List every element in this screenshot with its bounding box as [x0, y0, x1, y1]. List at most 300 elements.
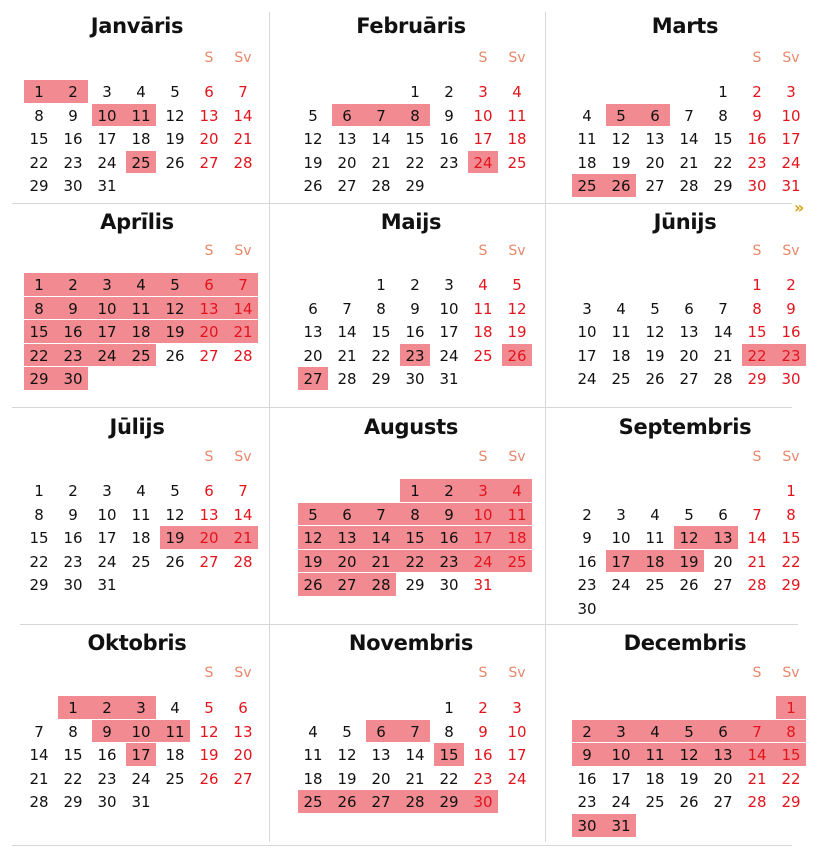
day-cell[interactable]: 1: [68, 699, 78, 717]
day-cell[interactable]: 17: [97, 529, 117, 548]
day-cell[interactable]: 19: [645, 346, 665, 365]
day-cell[interactable]: 21: [371, 552, 391, 571]
day-cell[interactable]: 10: [611, 529, 631, 548]
day-cell[interactable]: 10: [97, 106, 117, 125]
day-cell[interactable]: 6: [376, 722, 386, 741]
day-cell[interactable]: 22: [405, 153, 425, 172]
day-cell[interactable]: 17: [473, 130, 493, 149]
day-cell[interactable]: 13: [645, 130, 665, 149]
day-cell[interactable]: 2: [410, 276, 420, 294]
day-cell[interactable]: 10: [131, 722, 151, 741]
day-cell[interactable]: 28: [29, 793, 49, 812]
day-cell[interactable]: 7: [752, 722, 762, 741]
day-cell[interactable]: 20: [713, 552, 733, 571]
day-cell[interactable]: 26: [165, 552, 185, 571]
day-cell[interactable]: 26: [303, 576, 323, 595]
day-cell[interactable]: 4: [512, 83, 522, 101]
day-cell[interactable]: 12: [679, 529, 699, 548]
day-cell[interactable]: 24: [97, 153, 117, 172]
day-cell[interactable]: 24: [473, 552, 493, 571]
day-cell[interactable]: 3: [616, 505, 626, 524]
day-cell[interactable]: 18: [611, 346, 631, 365]
day-cell[interactable]: 5: [342, 722, 352, 741]
day-cell[interactable]: 15: [781, 746, 801, 765]
day-cell[interactable]: 23: [63, 552, 83, 571]
day-cell[interactable]: 25: [303, 793, 323, 812]
day-cell[interactable]: 12: [337, 746, 357, 765]
day-cell[interactable]: 31: [611, 817, 631, 835]
day-cell[interactable]: 12: [303, 130, 323, 149]
day-cell[interactable]: 8: [410, 505, 420, 524]
day-cell[interactable]: 28: [747, 576, 767, 595]
day-cell[interactable]: 29: [405, 576, 425, 595]
day-cell[interactable]: 29: [405, 177, 425, 196]
day-cell[interactable]: 24: [611, 793, 631, 812]
day-cell[interactable]: 18: [645, 552, 665, 571]
day-cell[interactable]: 4: [616, 299, 626, 318]
day-cell[interactable]: 26: [165, 346, 185, 365]
day-cell[interactable]: 7: [684, 106, 694, 125]
day-cell[interactable]: 21: [337, 346, 357, 365]
day-cell[interactable]: 5: [650, 299, 660, 318]
day-cell[interactable]: 2: [444, 83, 454, 101]
day-cell[interactable]: 9: [786, 299, 796, 318]
day-cell[interactable]: 17: [507, 746, 527, 765]
day-cell[interactable]: 6: [238, 699, 248, 717]
day-cell[interactable]: 25: [131, 153, 151, 172]
day-cell[interactable]: 19: [679, 769, 699, 788]
day-cell[interactable]: 20: [337, 552, 357, 571]
day-cell[interactable]: 18: [131, 130, 151, 149]
day-cell[interactable]: 7: [238, 83, 248, 101]
day-cell[interactable]: 1: [752, 276, 762, 294]
day-cell[interactable]: 8: [786, 722, 796, 741]
day-cell[interactable]: 9: [582, 746, 592, 765]
day-cell[interactable]: 22: [29, 552, 49, 571]
day-cell[interactable]: 8: [444, 722, 454, 741]
day-cell[interactable]: 27: [713, 793, 733, 812]
day-cell[interactable]: 11: [507, 505, 527, 524]
day-cell[interactable]: 25: [645, 793, 665, 812]
day-cell[interactable]: 23: [97, 769, 117, 788]
day-cell[interactable]: 25: [131, 346, 151, 365]
day-cell[interactable]: 6: [684, 299, 694, 318]
day-cell[interactable]: 11: [645, 746, 665, 765]
day-cell[interactable]: 31: [131, 793, 151, 812]
day-cell[interactable]: 19: [199, 746, 219, 765]
day-cell[interactable]: 11: [131, 299, 151, 318]
day-cell[interactable]: 13: [337, 529, 357, 548]
day-cell[interactable]: 29: [29, 370, 49, 389]
day-cell[interactable]: 15: [405, 529, 425, 548]
day-cell[interactable]: 30: [63, 576, 83, 595]
day-cell[interactable]: 3: [136, 699, 146, 717]
day-cell[interactable]: 27: [337, 576, 357, 595]
day-cell[interactable]: 3: [582, 299, 592, 318]
day-cell[interactable]: 2: [786, 276, 796, 294]
day-cell[interactable]: 30: [405, 370, 425, 389]
day-cell[interactable]: 17: [131, 746, 151, 765]
day-cell[interactable]: 16: [577, 769, 597, 788]
day-cell[interactable]: 7: [376, 106, 386, 125]
day-cell[interactable]: 21: [233, 323, 253, 342]
day-cell[interactable]: 28: [337, 370, 357, 389]
day-cell[interactable]: 1: [410, 482, 420, 500]
day-cell[interactable]: 9: [102, 722, 112, 741]
day-cell[interactable]: 3: [102, 83, 112, 101]
day-cell[interactable]: 13: [679, 323, 699, 342]
day-cell[interactable]: 19: [165, 529, 185, 548]
day-cell[interactable]: 23: [405, 346, 425, 365]
day-cell[interactable]: 8: [752, 299, 762, 318]
day-cell[interactable]: 6: [650, 106, 660, 125]
day-cell[interactable]: 28: [233, 153, 253, 172]
day-cell[interactable]: 31: [97, 576, 117, 595]
day-cell[interactable]: 26: [507, 346, 527, 365]
day-cell[interactable]: 6: [342, 106, 352, 125]
day-cell[interactable]: 19: [165, 323, 185, 342]
day-cell[interactable]: 10: [97, 505, 117, 524]
day-cell[interactable]: 6: [204, 83, 214, 101]
day-cell[interactable]: 2: [102, 699, 112, 717]
day-cell[interactable]: 19: [337, 769, 357, 788]
day-cell[interactable]: 24: [473, 153, 493, 172]
day-cell[interactable]: 22: [371, 346, 391, 365]
day-cell[interactable]: 16: [63, 529, 83, 548]
day-cell[interactable]: 18: [131, 529, 151, 548]
day-cell[interactable]: 11: [303, 746, 323, 765]
day-cell[interactable]: 25: [473, 346, 493, 365]
day-cell[interactable]: 10: [439, 299, 459, 318]
day-cell[interactable]: 6: [718, 505, 728, 524]
day-cell[interactable]: 21: [29, 769, 49, 788]
day-cell[interactable]: 4: [582, 106, 592, 125]
day-cell[interactable]: 11: [473, 299, 493, 318]
day-cell[interactable]: 27: [199, 346, 219, 365]
day-cell[interactable]: 16: [439, 130, 459, 149]
day-cell[interactable]: 29: [63, 793, 83, 812]
day-cell[interactable]: 3: [478, 83, 488, 101]
day-cell[interactable]: 12: [611, 130, 631, 149]
day-cell[interactable]: 24: [611, 576, 631, 595]
day-cell[interactable]: 1: [376, 276, 386, 294]
day-cell[interactable]: 14: [371, 130, 391, 149]
day-cell[interactable]: 5: [616, 106, 626, 125]
day-cell[interactable]: 14: [747, 746, 767, 765]
day-cell[interactable]: 4: [136, 276, 146, 294]
day-cell[interactable]: 6: [718, 722, 728, 741]
day-cell[interactable]: 23: [473, 769, 493, 788]
day-cell[interactable]: 11: [645, 529, 665, 548]
day-cell[interactable]: 12: [679, 746, 699, 765]
day-cell[interactable]: 9: [444, 106, 454, 125]
day-cell[interactable]: 5: [170, 276, 180, 294]
day-cell[interactable]: 7: [238, 482, 248, 500]
day-cell[interactable]: 9: [582, 529, 592, 548]
day-cell[interactable]: 7: [34, 722, 44, 741]
day-cell[interactable]: 20: [199, 529, 219, 548]
day-cell[interactable]: 4: [170, 699, 180, 717]
day-cell[interactable]: 3: [444, 276, 454, 294]
day-cell[interactable]: 31: [781, 177, 801, 196]
day-cell[interactable]: 25: [611, 370, 631, 389]
day-cell[interactable]: 28: [371, 177, 391, 196]
day-cell[interactable]: 25: [645, 576, 665, 595]
day-cell[interactable]: 3: [102, 276, 112, 294]
day-cell[interactable]: 2: [68, 276, 78, 294]
day-cell[interactable]: 22: [439, 769, 459, 788]
day-cell[interactable]: 23: [439, 552, 459, 571]
day-cell[interactable]: 4: [650, 505, 660, 524]
day-cell[interactable]: 18: [303, 769, 323, 788]
day-cell[interactable]: 28: [405, 793, 425, 812]
day-cell[interactable]: 20: [713, 769, 733, 788]
day-cell[interactable]: 16: [473, 746, 493, 765]
day-cell[interactable]: 22: [781, 552, 801, 571]
day-cell[interactable]: 8: [786, 505, 796, 524]
day-cell[interactable]: 30: [577, 817, 597, 835]
day-cell[interactable]: 21: [405, 769, 425, 788]
day-cell[interactable]: 8: [410, 106, 420, 125]
day-cell[interactable]: 15: [747, 323, 767, 342]
day-cell[interactable]: 4: [512, 482, 522, 500]
day-cell[interactable]: 16: [781, 323, 801, 342]
day-cell[interactable]: 15: [439, 746, 459, 765]
day-cell[interactable]: 1: [786, 699, 796, 717]
day-cell[interactable]: 17: [611, 769, 631, 788]
day-cell[interactable]: 19: [303, 153, 323, 172]
day-cell[interactable]: 17: [97, 323, 117, 342]
day-cell[interactable]: 15: [63, 746, 83, 765]
day-cell[interactable]: 26: [679, 576, 699, 595]
day-cell[interactable]: 13: [713, 529, 733, 548]
day-cell[interactable]: 23: [577, 793, 597, 812]
day-cell[interactable]: 21: [679, 153, 699, 172]
day-cell[interactable]: 2: [68, 83, 78, 101]
day-cell[interactable]: 27: [679, 370, 699, 389]
day-cell[interactable]: 22: [781, 769, 801, 788]
day-cell[interactable]: 28: [679, 177, 699, 196]
day-cell[interactable]: 9: [68, 106, 78, 125]
day-cell[interactable]: 19: [679, 552, 699, 571]
day-cell[interactable]: 3: [512, 699, 522, 717]
day-cell[interactable]: 15: [29, 529, 49, 548]
day-cell[interactable]: 21: [747, 769, 767, 788]
day-cell[interactable]: 4: [478, 276, 488, 294]
next-arrow-icon[interactable]: »: [794, 198, 805, 217]
day-cell[interactable]: 30: [747, 177, 767, 196]
day-cell[interactable]: 15: [371, 323, 391, 342]
day-cell[interactable]: 31: [473, 576, 493, 595]
day-cell[interactable]: 6: [308, 299, 318, 318]
day-cell[interactable]: 12: [645, 323, 665, 342]
day-cell[interactable]: 23: [63, 346, 83, 365]
day-cell[interactable]: 16: [439, 529, 459, 548]
day-cell[interactable]: 4: [136, 482, 146, 500]
day-cell[interactable]: 8: [34, 106, 44, 125]
day-cell[interactable]: 28: [233, 346, 253, 365]
day-cell[interactable]: 23: [781, 346, 801, 365]
day-cell[interactable]: 19: [611, 153, 631, 172]
day-cell[interactable]: 26: [645, 370, 665, 389]
day-cell[interactable]: 1: [410, 83, 420, 101]
day-cell[interactable]: 11: [165, 722, 185, 741]
day-cell[interactable]: 22: [29, 346, 49, 365]
day-cell[interactable]: 15: [405, 130, 425, 149]
day-cell[interactable]: 6: [342, 505, 352, 524]
day-cell[interactable]: 20: [303, 346, 323, 365]
day-cell[interactable]: 29: [29, 576, 49, 595]
day-cell[interactable]: 2: [752, 83, 762, 101]
day-cell[interactable]: 14: [233, 505, 253, 524]
day-cell[interactable]: 5: [308, 106, 318, 125]
day-cell[interactable]: 11: [611, 323, 631, 342]
day-cell[interactable]: 26: [611, 177, 631, 196]
day-cell[interactable]: 26: [199, 769, 219, 788]
day-cell[interactable]: 21: [233, 529, 253, 548]
day-cell[interactable]: 29: [371, 370, 391, 389]
day-cell[interactable]: 14: [371, 529, 391, 548]
day-cell[interactable]: 30: [97, 793, 117, 812]
day-cell[interactable]: 14: [337, 323, 357, 342]
day-cell[interactable]: 6: [204, 276, 214, 294]
day-cell[interactable]: 29: [781, 576, 801, 595]
day-cell[interactable]: 23: [439, 153, 459, 172]
day-cell[interactable]: 24: [781, 153, 801, 172]
day-cell[interactable]: 14: [713, 323, 733, 342]
day-cell[interactable]: 9: [68, 299, 78, 318]
day-cell[interactable]: 1: [34, 276, 44, 294]
day-cell[interactable]: 13: [371, 746, 391, 765]
day-cell[interactable]: 14: [233, 299, 253, 318]
day-cell[interactable]: 23: [747, 153, 767, 172]
day-cell[interactable]: 2: [582, 505, 592, 524]
day-cell[interactable]: 20: [337, 153, 357, 172]
day-cell[interactable]: 31: [439, 370, 459, 389]
day-cell[interactable]: 27: [713, 576, 733, 595]
day-cell[interactable]: 9: [478, 722, 488, 741]
day-cell[interactable]: 15: [29, 130, 49, 149]
day-cell[interactable]: 14: [679, 130, 699, 149]
day-cell[interactable]: 10: [473, 106, 493, 125]
day-cell[interactable]: 10: [97, 299, 117, 318]
day-cell[interactable]: 1: [786, 482, 796, 500]
day-cell[interactable]: 22: [747, 346, 767, 365]
day-cell[interactable]: 3: [478, 482, 488, 500]
day-cell[interactable]: 22: [63, 769, 83, 788]
day-cell[interactable]: 16: [747, 130, 767, 149]
day-cell[interactable]: 20: [679, 346, 699, 365]
day-cell[interactable]: 14: [747, 529, 767, 548]
day-cell[interactable]: 13: [199, 505, 219, 524]
day-cell[interactable]: 2: [68, 482, 78, 500]
day-cell[interactable]: 10: [473, 505, 493, 524]
day-cell[interactable]: 21: [713, 346, 733, 365]
day-cell[interactable]: 14: [233, 106, 253, 125]
day-cell[interactable]: 24: [507, 769, 527, 788]
day-cell[interactable]: 16: [97, 746, 117, 765]
day-cell[interactable]: 19: [303, 552, 323, 571]
day-cell[interactable]: 10: [577, 323, 597, 342]
day-cell[interactable]: 11: [507, 106, 527, 125]
day-cell[interactable]: 12: [303, 529, 323, 548]
day-cell[interactable]: 26: [303, 177, 323, 196]
day-cell[interactable]: 21: [747, 552, 767, 571]
day-cell[interactable]: 17: [97, 130, 117, 149]
day-cell[interactable]: 2: [478, 699, 488, 717]
day-cell[interactable]: 4: [136, 83, 146, 101]
day-cell[interactable]: 26: [165, 153, 185, 172]
day-cell[interactable]: 26: [337, 793, 357, 812]
day-cell[interactable]: 18: [577, 153, 597, 172]
day-cell[interactable]: 20: [371, 769, 391, 788]
day-cell[interactable]: 24: [97, 346, 117, 365]
day-cell[interactable]: 25: [507, 552, 527, 571]
day-cell[interactable]: 14: [29, 746, 49, 765]
day-cell[interactable]: 25: [577, 177, 597, 196]
day-cell[interactable]: 13: [337, 130, 357, 149]
day-cell[interactable]: 31: [97, 177, 117, 196]
day-cell[interactable]: 29: [747, 370, 767, 389]
day-cell[interactable]: 11: [131, 106, 151, 125]
day-cell[interactable]: 12: [165, 106, 185, 125]
day-cell[interactable]: 10: [611, 746, 631, 765]
day-cell[interactable]: 8: [34, 299, 44, 318]
day-cell[interactable]: 5: [512, 276, 522, 294]
day-cell[interactable]: 25: [507, 153, 527, 172]
day-cell[interactable]: 16: [405, 323, 425, 342]
day-cell[interactable]: 17: [781, 130, 801, 149]
day-cell[interactable]: 22: [29, 153, 49, 172]
day-cell[interactable]: 18: [165, 746, 185, 765]
day-cell[interactable]: 27: [645, 177, 665, 196]
day-cell[interactable]: 7: [376, 505, 386, 524]
day-cell[interactable]: 29: [439, 793, 459, 812]
day-cell[interactable]: 29: [29, 177, 49, 196]
day-cell[interactable]: 24: [131, 769, 151, 788]
day-cell[interactable]: 2: [444, 482, 454, 500]
day-cell[interactable]: 13: [199, 299, 219, 318]
day-cell[interactable]: 16: [577, 552, 597, 571]
day-cell[interactable]: 13: [713, 746, 733, 765]
day-cell[interactable]: 28: [371, 576, 391, 595]
day-cell[interactable]: 11: [131, 505, 151, 524]
day-cell[interactable]: 22: [713, 153, 733, 172]
day-cell[interactable]: 5: [170, 83, 180, 101]
day-cell[interactable]: 1: [444, 699, 454, 717]
day-cell[interactable]: 1: [34, 482, 44, 500]
day-cell[interactable]: 20: [199, 323, 219, 342]
day-cell[interactable]: 9: [410, 299, 420, 318]
day-cell[interactable]: 27: [371, 793, 391, 812]
day-cell[interactable]: 17: [611, 552, 631, 571]
day-cell[interactable]: 27: [199, 552, 219, 571]
day-cell[interactable]: 4: [308, 722, 318, 741]
day-cell[interactable]: 25: [131, 552, 151, 571]
day-cell[interactable]: 16: [63, 323, 83, 342]
day-cell[interactable]: 24: [577, 370, 597, 389]
day-cell[interactable]: 20: [199, 130, 219, 149]
day-cell[interactable]: 30: [63, 177, 83, 196]
day-cell[interactable]: 10: [781, 106, 801, 125]
day-cell[interactable]: 5: [308, 505, 318, 524]
day-cell[interactable]: 13: [303, 323, 323, 342]
day-cell[interactable]: 3: [786, 83, 796, 101]
day-cell[interactable]: 2: [582, 722, 592, 741]
day-cell[interactable]: 17: [577, 346, 597, 365]
day-cell[interactable]: 15: [713, 130, 733, 149]
day-cell[interactable]: 3: [616, 722, 626, 741]
